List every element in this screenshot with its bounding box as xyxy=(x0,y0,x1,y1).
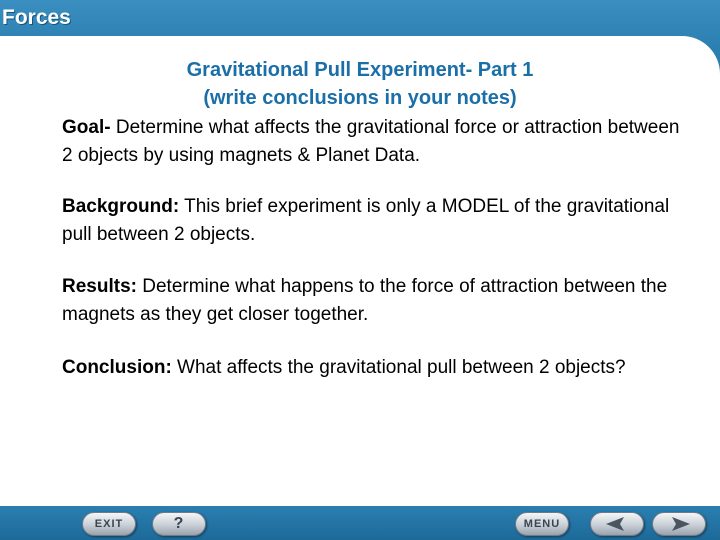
chapter-title: Forces xyxy=(2,6,71,29)
results-paragraph xyxy=(62,273,682,329)
slide-title-line2: (write conclusions in your notes) xyxy=(203,87,517,109)
results-label: Results: xyxy=(62,276,137,297)
goal-paragraph xyxy=(62,114,682,170)
conclusion-text: What affects the gravitational pull between 2 objects? xyxy=(171,357,626,378)
help-button[interactable]: ? xyxy=(152,512,206,536)
goal-text: Determine what affects the gravitational force or attraction between 2 objects by using magnets & Planet Data. xyxy=(62,117,680,166)
goal-label: Goal- xyxy=(62,117,111,138)
conclusion-label: Conclusion: xyxy=(62,357,172,378)
right-arrow-icon xyxy=(664,516,694,532)
background-text: This brief experiment is only a MODEL of the gravitational pull between 2 objects. xyxy=(62,196,670,245)
results-text: Determine what happens to the force of attraction between the magnets as they get closer together. xyxy=(62,276,668,325)
left-arrow-icon xyxy=(602,516,632,532)
background-label: Background: xyxy=(62,196,180,217)
background-paragraph xyxy=(62,193,682,249)
footer-nav xyxy=(0,506,720,540)
menu-button[interactable]: MENU xyxy=(515,512,569,536)
next-button[interactable] xyxy=(652,512,706,536)
conclusion-paragraph xyxy=(62,354,682,382)
exit-button[interactable]: EXIT xyxy=(82,512,136,536)
previous-button[interactable] xyxy=(590,512,644,536)
slide-title xyxy=(80,56,640,112)
slide-title-line1: Gravitational Pull Experiment- Part 1 xyxy=(186,59,534,81)
slide-content xyxy=(0,36,720,508)
